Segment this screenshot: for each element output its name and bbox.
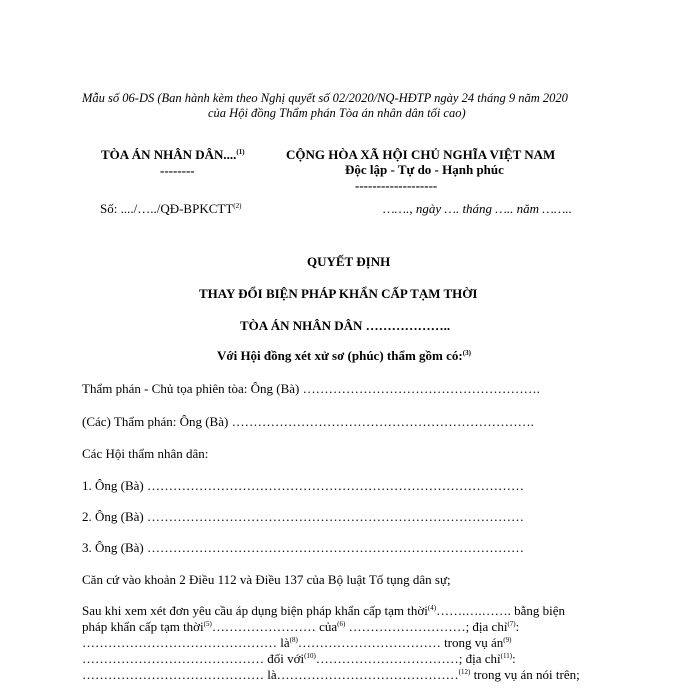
request-paragraph-line4: …………………………………… đối với$^{(10)}$……………………………; địa chỉ$^{(11)}$: <box>82 651 516 666</box>
footnote-ref-3: (3) <box>462 349 471 357</box>
legal-basis-line: Căn cứ vào khoản 2 Điều 112 và Điều 137 của Bộ luật Tố tụng dân sự; <box>82 572 451 587</box>
judges-line: (Các) Thẩm phán: Ông (Bà) ……………………………………………………………. <box>82 414 534 429</box>
decision-number: Số: ..../…../QĐ-BPKCTT$^{(2)}$ <box>100 201 242 216</box>
trial-panel-heading: Với Hội đồng xét xử sơ (phúc) thẩm gồm có:$^{(3)}$ <box>217 348 471 363</box>
footnote-ref-6: (6) <box>337 620 346 628</box>
jurors-heading: Các Hội thẩm nhân dân: <box>82 446 209 461</box>
form-template-note-line1: Mẫu số 06-DS (Ban hành kèm theo Nghị quyết số 02/2020/NQ-HĐTP ngày 24 tháng 9 năm 2020 <box>82 91 568 105</box>
request-paragraph-line5: …………………………………… là……………………………………$^{(12)}$ trong vụ án nói trên; <box>82 667 580 682</box>
state-divider: ------------------- <box>355 178 438 193</box>
request-paragraph-line3: ……………………………………… $là^{(8)}\dots\dots\dots\dots\dots\dots\dots\dots\dots\dots\dots$ trong vụ $án^{(9)}$ <box>82 635 512 650</box>
footnote-ref-10: (10) <box>304 652 316 660</box>
footnote-ref-5: (5) <box>203 620 212 628</box>
state-name: CỘNG HÒA XÃ HỘI CHỦ NGHĨA VIỆT NAM <box>286 147 556 162</box>
form-template-note-line2: của Hội đồng Thẩm phán Tòa án nhân dân tối cao) <box>208 106 466 120</box>
footnote-ref-11: (11) <box>500 652 513 660</box>
form-template-note <box>82 91 568 106</box>
place-and-date: ……., ngày …. tháng ….. năm …….. <box>383 201 572 216</box>
footnote-ref-12: (12) <box>458 668 471 676</box>
form-template-note-continued <box>208 106 466 121</box>
juror-2-line: 2. Ông (Bà) …………………………………………………………………………… <box>82 509 524 524</box>
court-divider: -------- <box>160 163 195 178</box>
request-paragraph-line1: Sau khi xem xét đơn yêu cầu áp dụng biện pháp khẩn cấp tạm thời$^{(4)}$…….….……. bằng biện <box>82 603 565 618</box>
request-paragraph-line2: pháp khẩn cấp tạm thời$^{(5)}$…………………… của$^{(6)}$ ………………………; địa chỉ$^{(7)}$: <box>82 619 520 634</box>
footnote-ref-8: (8) <box>289 636 298 644</box>
presiding-judge-line: Thẩm phán - Chủ tọa phiên tòa: Ông (Bà) ………………………………………………. <box>82 381 540 396</box>
juror-1-line: 1. Ông (Bà) …………………………………………………………………………… <box>82 478 524 493</box>
juror-3-line: 3. Ông (Bà) …………………………………………………………………………… <box>82 540 524 555</box>
footnote-ref-4: (4) <box>427 604 437 612</box>
issuing-court: TÒA ÁN NHÂN DÂN ……………….. <box>240 318 451 333</box>
footnote-ref-2: (2) <box>233 202 242 210</box>
court-name: TÒA ÁN NHÂN DÂN....$^{(1)}$ <box>101 147 245 162</box>
footnote-ref-1: (1) <box>236 148 245 156</box>
document-subtitle: THAY ĐỔI BIỆN PHÁP KHẨN CẤP TẠM THỜI <box>199 286 478 301</box>
footnote-ref-7: (7) <box>507 620 516 628</box>
state-motto: Độc lập - Tự do - Hạnh phúc <box>345 162 504 177</box>
footnote-ref-9: (9) <box>503 636 512 644</box>
document-title: QUYẾT ĐỊNH <box>307 254 391 269</box>
